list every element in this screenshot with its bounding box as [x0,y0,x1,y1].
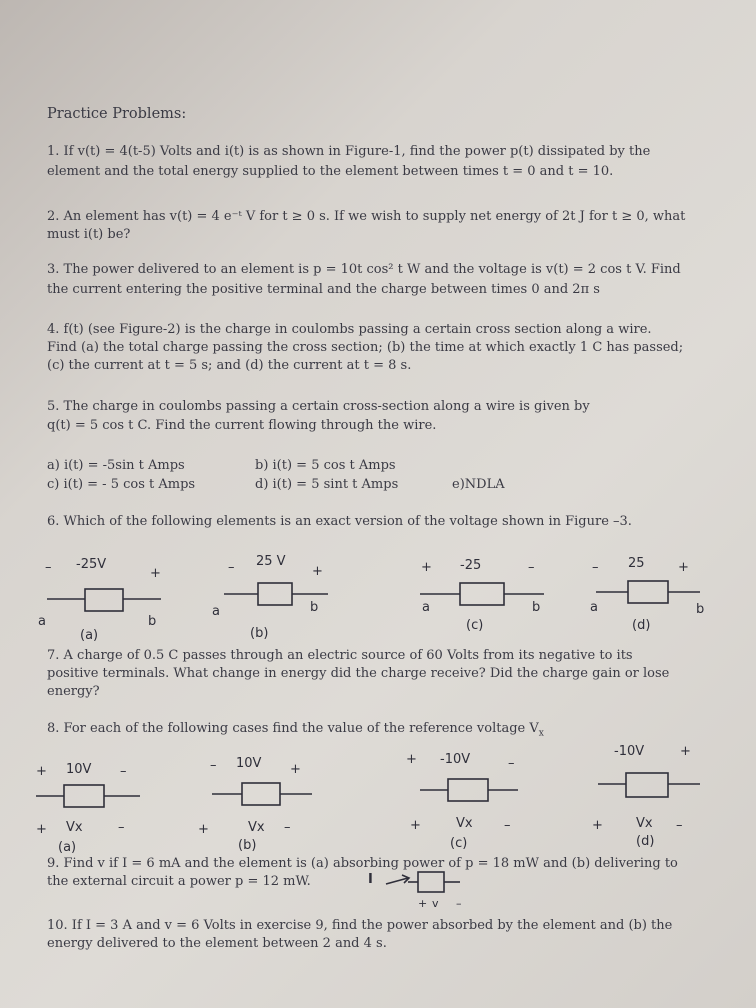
problem-7-line-2: positive terminals. What change in energy did the charge receive? Did the charge gain or lose [47,666,670,681]
problem-7-line-1: 7. A charge of 0.5 C passes through an electric source of 60 Volts from its negative to its [47,648,633,663]
fig6b-node-a: a [212,604,220,619]
problem-10-line-2: energy delivered to the element between 2 and 4 s. [47,936,387,951]
problem-8-text: 8. For each of the following cases find the value of the reference voltage V [47,721,539,736]
fig6b-node-b: b [310,600,319,615]
page-title: Practice Problems: [47,106,187,122]
fig6a-minus: – [45,560,52,575]
fig6a-label: (a) [80,628,99,643]
problem-2-line-2: must i(t) be? [47,227,131,242]
fig8d-bottom-value: Vx [636,816,653,831]
fig6d-value: 25 [628,556,645,571]
fig8a-bottom-right: – [118,820,125,835]
fig6b-label: (b) [250,626,269,641]
problem-5-option-d: d) i(t) = 5 sint t Amps [255,477,399,492]
fig6c-node-b: b [532,600,541,615]
fig6d-label: (d) [632,618,651,633]
fig8b-element-symbol [210,780,316,810]
problem-10-line-1: 10. If I = 3 A and v = 6 Volts in exercise 9, find the power absorbed by the element and (b) the [47,918,673,933]
problem-8-subscript: x [538,728,544,739]
fig8c-top-right: – [508,756,515,771]
fig6d-node-a: a [590,600,598,615]
fig8c-bottom-value: Vx [456,816,473,831]
problem-2-line-1: 2. An element has v(t) = 4 e⁻ᵗ V for t ≥ 0 s. If we wish to supply net energy of 2t J for t ≥ 0, what [47,209,686,224]
problem-3-line-1: 3. The power delivered to an element is p = 10t cos² t W and the voltage is v(t) = 2 cos t V. Find [47,262,681,277]
problem-5-line-2: q(t) = 5 cos t C. Find the current flowing through the wire. [47,418,437,433]
fig8c-bottom-right: – [504,818,511,833]
problem-4-line-2: Find (a) the total charge passing the cross section; (b) the time at which exactly 1 C has passed; [47,340,684,355]
fig9-element-symbol [384,868,464,896]
fig9-minus: – [456,897,462,910]
fig6d-plus: + [678,560,689,575]
fig8c-element-symbol [418,776,522,806]
fig8c-label: (c) [450,836,468,851]
problem-5-line-1: 5. The charge in coulombs passing a certain cross-section along a wire is given by [47,399,590,414]
fig8b-top-right: + [290,762,301,777]
fig6a-element-symbol [45,585,165,615]
fig6b-value: 25 V [256,554,286,569]
fig6b-minus: – [228,560,235,575]
fig8d-top-right: + [680,744,691,759]
fig6c-plus: + [421,560,432,575]
fig6d-minus: – [592,560,599,575]
fig8d-element-symbol [596,770,704,800]
fig8d-bottom-right: – [676,818,683,833]
fig9-plus: + [418,897,428,910]
problem-8-line-1 [47,721,544,742]
problem-1-line-1: 1. If v(t) = 4(t-5) Volts and i(t) is as shown in Figure-1, find the power p(t) dissipated by the [47,144,651,159]
problem-4-line-1: 4. f(t) (see Figure-2) is the charge in coulombs passing a certain cross section along a wire. [47,322,652,337]
fig6c-minus: – [528,560,535,575]
problem-9-line-1: 9. Find v if I = 6 mA and the element is (a) absorbing power of p = 18 mW and (b) delivering to [47,856,678,871]
problem-5-option-a: a) i(t) = -5sin t Amps [47,458,185,473]
problem-4-line-3: (c) the current at t = 5 s; and (d) the current at t = 8 s. [47,358,412,373]
problem-6-line-1: 6. Which of the following elements is an exact version of the voltage shown in Figure –3. [47,514,632,529]
problem-3-line-2: the current entering the positive terminal and the charge between times 0 and 2π s [47,282,600,297]
fig8b-bottom-right: – [284,820,291,835]
fig6d-element-symbol [594,578,702,608]
fig8a-top-right: – [120,764,127,779]
fig6c-element-symbol [418,580,548,610]
fig8a-bottom-left: + [36,822,47,837]
fig6a-node-a: a [38,614,46,629]
problem-7-line-3: energy? [47,684,100,699]
fig8d-top-value: -10V [614,744,645,759]
fig8a-bottom-value: Vx [66,820,83,835]
fig8b-top-left: – [210,758,217,773]
fig8d-bottom-left: + [592,818,603,833]
fig8a-top-left: + [36,764,47,779]
problem-9-line-2: the external circuit a power p = 12 mW. [47,874,311,889]
fig8b-bottom-value: Vx [248,820,265,835]
problem-5-option-c: c) i(t) = - 5 cos t Amps [47,477,196,492]
fig8c-top-value: -10V [440,752,471,767]
fig9-v-label: v [432,897,439,910]
fig6a-value: -25V [76,557,107,572]
fig6c-label: (c) [466,618,484,633]
fig8a-top-value: 10V [66,762,92,777]
problem-1-line-2: element and the total energy supplied to the element between times t = 0 and t = 10. [47,164,614,179]
fig8a-element-symbol [34,782,144,812]
fig8b-bottom-left: + [198,822,209,837]
fig8c-bottom-left: + [410,818,421,833]
problem-5-option-e: e)NDLA [452,477,505,492]
fig6c-value: -25 [460,558,482,573]
fig8b-label: (b) [238,838,257,853]
fig8d-label: (d) [636,834,655,849]
fig6c-node-a: a [422,600,430,615]
fig6b-plus: + [312,564,323,579]
fig6a-node-b: b [148,614,157,629]
fig8c-top-left: + [406,752,417,767]
fig8b-top-value: 10V [236,756,262,771]
problem-5-option-b: b) i(t) = 5 cos t Amps [255,458,396,473]
fig6a-plus: + [150,566,161,581]
fig6d-node-b: b [696,602,705,617]
fig9-current-label: I [368,872,373,887]
fig8a-label: (a) [58,840,77,855]
